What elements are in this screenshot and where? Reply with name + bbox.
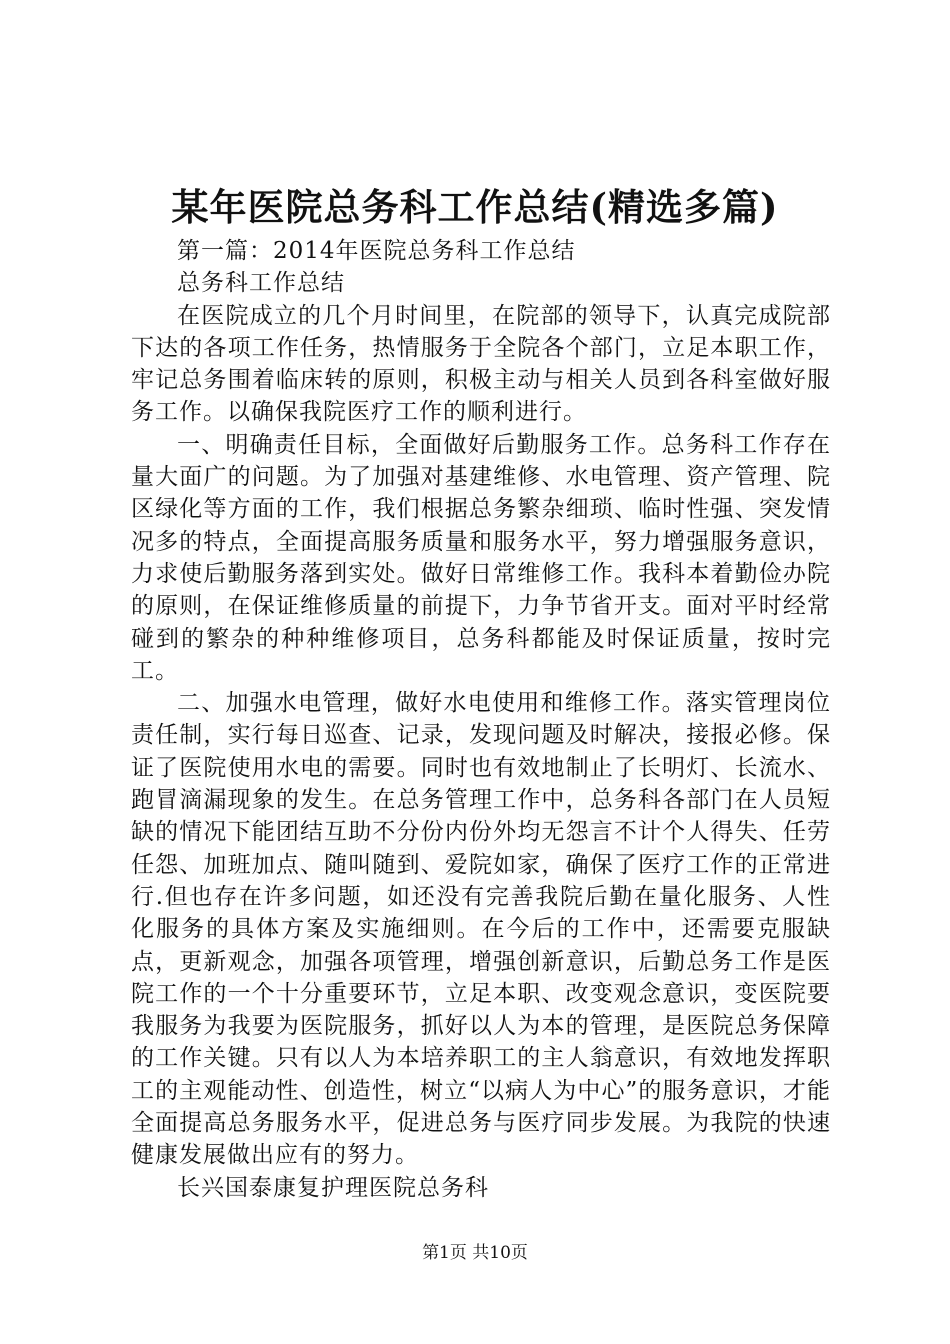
paragraph-section-two: 二、加强水电管理，做好水电使用和维修工作。落实管理岗位责任制，实行每日巡查、记录，发现问题及时解决，接报必修。保证了医院使用水电的需要。同时也有效地制止了长明灯、长流水、跑冒滴漏现象的发生。在总务管理工作中，总务科各部门在人员短缺的情况下能团结互助不分份内份外均无怨言不计个人得失、任劳任怨、加班加点、随叫随到、爱院如家，确保了医疗工作的正常进行.但也存在许多问题，如还没有完善我院后勤在量化服务、人性化服务的具体方案及实施细则。在今后的工作中，还需要克服缺点，更新观念，加强各项管理，增强创新意识，后勤总务工作是医院工作的一个十分重要环节，立足本职、改变观念意识，变医院要我服务为我要为医院服务，抓好以人为本的管理，是医院总务保障的工作关键。只有以人为本培养职工的主人翁意识，有效地发挥职工的主观能动性、创造性，树立“以病人为中心”的服务意识，才能全面提高总务服务水平，促进总务与医疗同步发展。为我院的快速健康发展做出应有的努力。 xyxy=(131,690,831,1169)
paragraph-section-one: 一、明确责任目标，全面做好后勤服务工作。总务科工作存在量大面广的问题。为了加强对基建维修、水电管理、资产管理、院区绿化等方面的工作，我们根据总务繁杂细琐、临时性强、突发情况多的特点，全面提高服务质量和服务水平，努力增强服务意识，力求使后勤服务落到实处。做好日常维修工作。我科本着勤俭办院的原则，在保证维修质量的前提下，力争节省开支。面对平时经常碰到的繁杂的种种维修项目，总务科都能及时保证质量，按时完工。 xyxy=(131,431,831,684)
page-number-footer: 第1页 共10页 xyxy=(422,1243,528,1263)
document-title: 某年医院总务科工作总结(精选多篇) xyxy=(171,185,779,229)
signature: 长兴国泰康复护理医院总务科 xyxy=(177,1174,489,1201)
paragraph-intro: 在医院成立的几个月时间里，在院部的领导下，认真完成院部下达的各项工作任务，热情服务于全院各个部门，立足本职工作，牢记总务围着临床转的原则，积极主动与相关人员到各科室做好服务工作。以确保我院医疗工作的顺利进行。 xyxy=(131,302,831,426)
section-heading: 第一篇：2014年医院总务科工作总结 xyxy=(177,238,576,264)
subheading: 总务科工作总结 xyxy=(177,270,345,297)
document-body xyxy=(131,235,831,1204)
